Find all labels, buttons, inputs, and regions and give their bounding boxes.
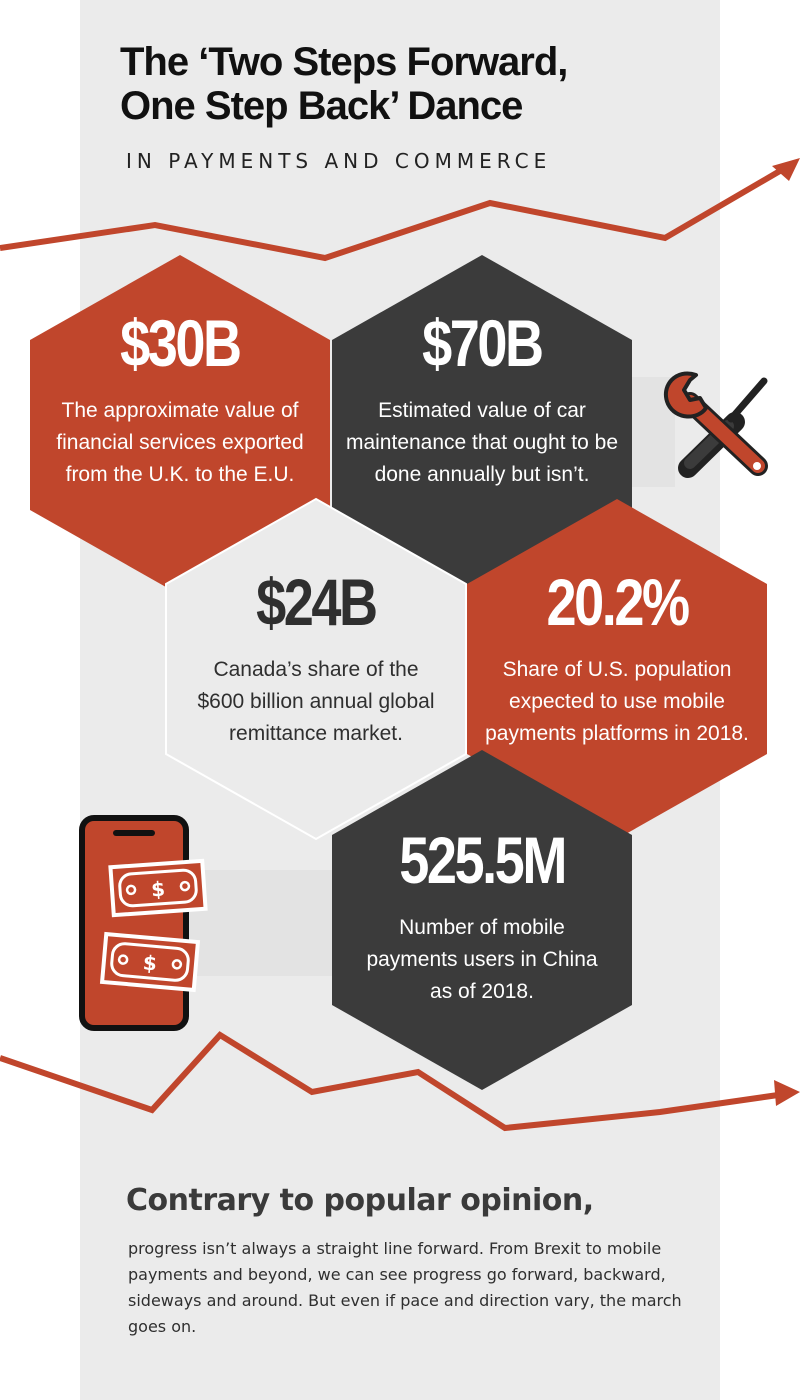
- top-progress-line: [0, 158, 800, 258]
- stat-value: 525.5M: [399, 823, 565, 897]
- bill-dollar-sign: $: [141, 950, 158, 976]
- stat-card-us-mobile-payments: [467, 564, 767, 750]
- page-subtitle: IN PAYMENTS AND COMMERCE: [126, 149, 552, 173]
- dollar-bill-bottom: [102, 934, 198, 990]
- wrench-screwdriver-icon: [666, 373, 764, 470]
- stat-card-canada-remittance: [166, 564, 466, 750]
- stat-description: Estimated value of car maintenance that ought to be done annually but isn’t.: [345, 399, 619, 486]
- stat-card-car-maintenance: [332, 305, 632, 491]
- footer-heading: Contrary to popular opinion,: [126, 1183, 594, 1218]
- phone-money-icon: [82, 818, 206, 1028]
- stat-card-uk-financial-services: [30, 305, 330, 491]
- stat-card-china-mobile-users: [332, 822, 632, 1008]
- stat-description: Share of U.S. population expected to use mobile payments platforms in 2018.: [485, 658, 749, 745]
- stat-value: $24B: [256, 565, 376, 639]
- stat-description: Canada’s share of the $600 billion annual global remittance market.: [197, 658, 435, 745]
- stat-description: Number of mobile payments users in China as of 2018.: [366, 916, 598, 1003]
- footer-body: progress isn’t always a straight line forward. From Brexit to mobile payments and beyond, we can see progress go forward, backward, sideways and around. But even if pace and direction vary, the march goes on.: [128, 1239, 682, 1336]
- bill-dollar-sign: $: [150, 876, 166, 902]
- stat-value: $30B: [120, 306, 240, 380]
- stat-value: 20.2%: [546, 565, 688, 639]
- stat-description: The approximate value of financial services exported from the U.K. to the E.U.: [56, 399, 304, 486]
- stat-value: $70B: [422, 306, 542, 380]
- title-line-1: The ‘Two Steps Forward,: [120, 40, 568, 84]
- dollar-bill-top: [110, 861, 205, 915]
- title-line-2: One Step Back’ Dance: [120, 84, 523, 128]
- bottom-progress-line: [0, 1035, 800, 1128]
